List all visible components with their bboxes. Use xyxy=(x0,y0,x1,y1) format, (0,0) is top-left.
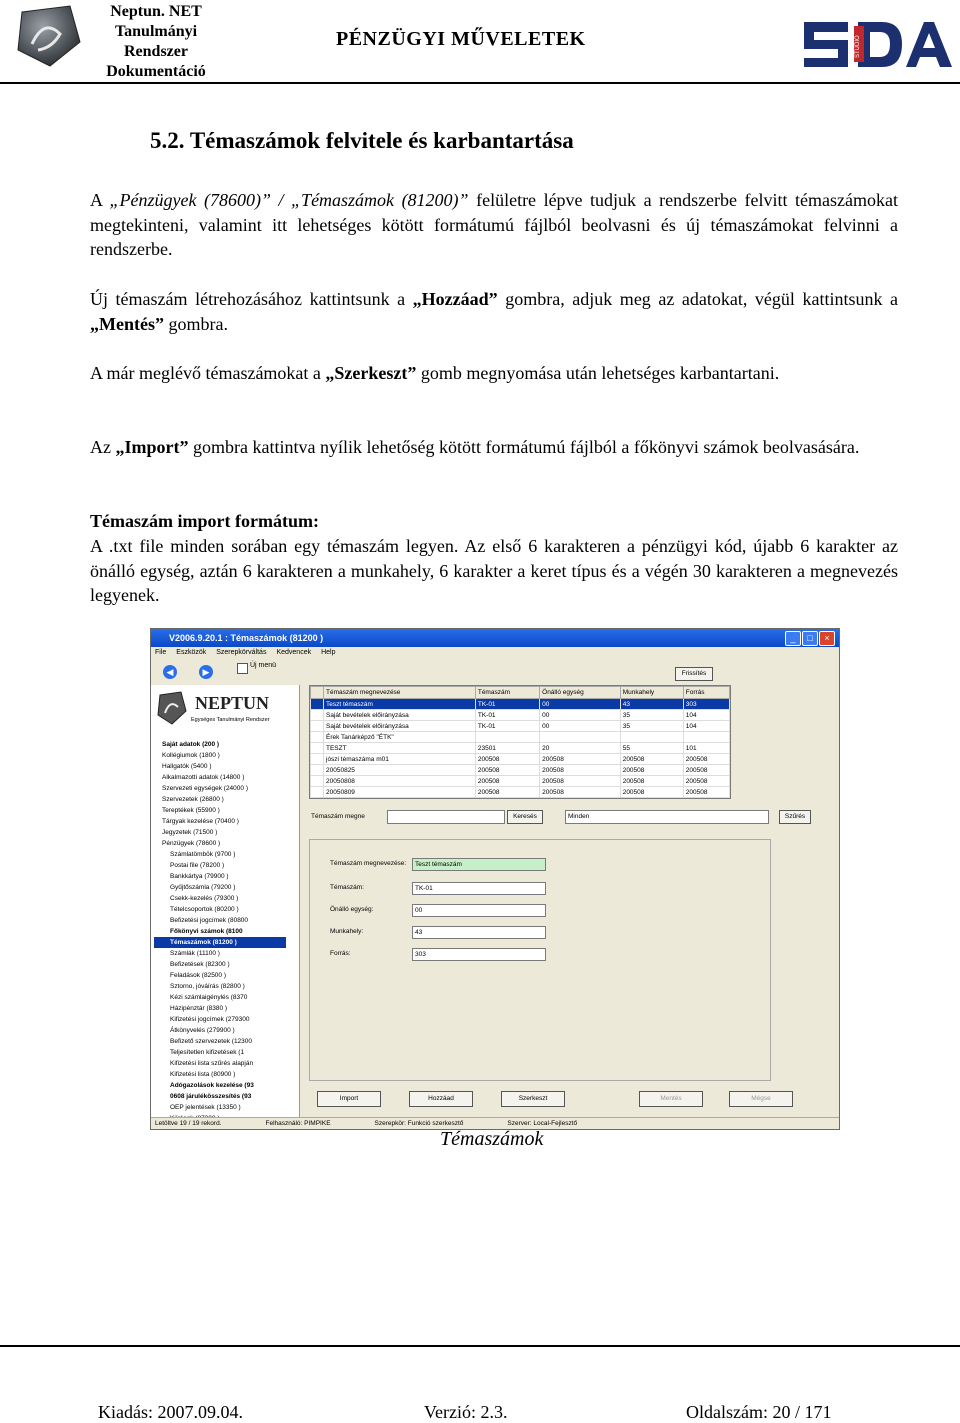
table-cell: 200508 xyxy=(540,754,621,765)
table-cell: Teszt témaszám xyxy=(324,699,476,710)
paragraph-import xyxy=(90,435,898,460)
text-span: gombra, adjuk meg az adatokat, végül kattintsunk a xyxy=(497,289,899,309)
cancel-button[interactable]: Mégse xyxy=(729,1091,793,1107)
tree-item[interactable]: Szervezeti egységek (24000 ) xyxy=(162,785,248,792)
tree-item[interactable]: Pénzügyek (78600 ) xyxy=(162,840,221,847)
menu-role[interactable]: Szerepkörváltás xyxy=(216,649,267,656)
tree-item[interactable]: Kifizetési jogcímek (279300 xyxy=(170,1016,250,1023)
table-cell: Saját bevételek előirányzása xyxy=(324,721,476,732)
tree-item[interactable]: Adógazolások kezelése (93 xyxy=(170,1082,254,1089)
form-label-name: Témaszám megnevezése: xyxy=(330,860,407,867)
sda-logo xyxy=(800,14,956,72)
table-cell: 303 xyxy=(683,699,729,710)
filter-dropdown[interactable] xyxy=(565,810,769,824)
table-cell: TK-01 xyxy=(475,699,539,710)
paragraph-intro xyxy=(90,188,898,262)
row-select-cell[interactable] xyxy=(311,699,324,710)
tree-item[interactable]: Bankkártya (79900 ) xyxy=(170,873,229,880)
header-title: PÉNZÜGYI MŰVELETEK xyxy=(336,28,586,50)
grid-header[interactable]: Témaszám xyxy=(475,687,539,699)
row-select-cell[interactable] xyxy=(311,787,324,798)
table-cell: 55 xyxy=(620,743,683,754)
text-span: felületre lépve tudjuk a rendszerbe felvitt témaszámokat megtekinteni, valamint itt lehetséges kötött formátumú fájlból beolvasni és új témaszámokat felvinni a rendszerbe. xyxy=(90,190,899,259)
bold-save: „Mentés” xyxy=(90,313,164,334)
form-input-code[interactable]: TK-01 xyxy=(412,882,546,895)
grid-header[interactable]: Önálló egység xyxy=(540,687,621,699)
paragraph-edit xyxy=(90,361,898,386)
paragraph-format: A .txt file minden sorában egy témaszám legyen. Az első 6 karakteren a pénzügyi kód, újabb 6 karakter az önálló egység, aztán 6 karakteren a munkahely, 6 karakter a keret típus és a végén 30 karakteren a megnevezés legyenek. xyxy=(90,536,898,605)
row-select-cell[interactable] xyxy=(311,754,324,765)
table-cell: 200508 xyxy=(683,754,729,765)
table-cell: Érek Tanárképző "ÉTK" xyxy=(324,732,476,743)
header-org-line: Dokumentáció xyxy=(106,63,206,80)
table-cell: 00 xyxy=(540,710,621,721)
table-row[interactable] xyxy=(311,776,730,787)
tree-item[interactable]: Főkönyvi számok (8100 xyxy=(170,928,243,935)
table-cell: 20050809 xyxy=(324,787,476,798)
text-span: gombra. xyxy=(163,313,228,334)
minimize-icon[interactable]: _ xyxy=(785,631,801,646)
table-cell: jószi témaszáma m01 xyxy=(324,754,476,765)
tree-item[interactable]: Teljesítetlen kifizetések (1 xyxy=(170,1049,245,1056)
edit-form xyxy=(309,839,771,1081)
table-cell: 20 xyxy=(540,743,621,754)
tree-item[interactable]: Kifizetési lista (80900 ) xyxy=(170,1071,236,1078)
header-org-line: Rendszer xyxy=(124,43,188,60)
header-org xyxy=(96,2,216,82)
grid-header[interactable]: Témaszám megnevezése xyxy=(324,687,476,699)
form-label-code: Témaszám: xyxy=(330,884,364,891)
filter-button[interactable]: Szűrés xyxy=(779,810,811,824)
table-cell: 200508 xyxy=(683,787,729,798)
text-span: Új témaszám létrehozásához kattintsunk a xyxy=(90,289,413,309)
header-org-line: Neptun. NET xyxy=(110,3,202,20)
tree-item[interactable]: Házipénztár (8380 ) xyxy=(170,1005,228,1012)
table-row[interactable] xyxy=(311,710,730,721)
form-label-source: Forrás: xyxy=(330,950,351,957)
table-cell: 35 xyxy=(620,710,683,721)
menu-path: „Pénzügyek (78600)” / „Témaszámok (81200)” xyxy=(109,190,469,210)
table-cell: 200508 xyxy=(620,787,683,798)
status-user: Felhasználó: PIMPIKE xyxy=(265,1120,331,1127)
table-row[interactable] xyxy=(311,743,730,754)
sda-studio-text: STUDIO xyxy=(855,35,861,58)
row-select-cell[interactable] xyxy=(311,765,324,776)
search-button[interactable]: Keresés xyxy=(507,810,543,824)
menu-favorites[interactable]: Kedvencek xyxy=(276,649,312,656)
bold-add: „Hozzáad” xyxy=(412,289,498,309)
status-server: Szerver: Local-Fejlesztő xyxy=(507,1120,578,1127)
text-span: A xyxy=(90,190,110,210)
row-select-cell[interactable] xyxy=(311,732,324,743)
tree-item[interactable]: Sztorno, jóváírás (82800 ) xyxy=(170,983,245,990)
tree-item[interactable]: Kézi számlaigénylés (8370 xyxy=(170,994,248,1001)
import-format-heading: Témaszám import formátum: xyxy=(90,511,319,531)
table-cell: 200508 xyxy=(475,754,539,765)
refresh-button[interactable]: Frissítés xyxy=(675,667,713,681)
tree-item[interactable]: Tételcsoportok (80200 ) xyxy=(170,906,239,913)
neptun-app-logo xyxy=(157,689,291,729)
table-cell: TESZT xyxy=(324,743,476,754)
form-input-workplace[interactable]: 43 xyxy=(412,926,546,939)
right-panel xyxy=(309,659,839,1115)
table-cell: 200508 xyxy=(540,776,621,787)
form-label-workplace: Munkahely: xyxy=(330,928,364,935)
forward-icon[interactable]: ▶ xyxy=(199,665,213,679)
tree-item[interactable]: Befizető szervezetek (12300 xyxy=(170,1038,253,1045)
table-row[interactable] xyxy=(311,765,730,776)
tree-item[interactable]: Hallgatók (5400 ) xyxy=(162,763,212,770)
neptun-app-subtitle: Egységes Tanulmányi Rendszer xyxy=(191,717,270,723)
tree-item[interactable]: Kifizetési lista szűrés alapján xyxy=(170,1060,254,1067)
tree-item[interactable]: Szervezetek (26800 ) xyxy=(162,796,224,803)
table-cell xyxy=(540,732,621,743)
grid-select-header xyxy=(311,687,324,699)
form-input-name[interactable]: Teszt témaszám xyxy=(412,858,546,871)
tree-item[interactable]: Tárgyak kezelése (70400 ) xyxy=(162,818,239,825)
table-cell: 200508 xyxy=(540,765,621,776)
neptun-logo xyxy=(14,4,84,68)
table-cell: 43 xyxy=(620,699,683,710)
text-span: gomb megnyomása után lehetséges karbantartani. xyxy=(416,363,780,383)
app-screenshot xyxy=(150,628,840,1130)
save-button[interactable]: Mentés xyxy=(639,1091,703,1107)
tree-item[interactable]: Kollégiumok (1800 ) xyxy=(162,752,220,759)
menu-help[interactable]: Help xyxy=(321,649,336,656)
tree-item[interactable]: Postai file (78200 ) xyxy=(170,862,225,869)
neptun-app-title: NEPTUN xyxy=(195,693,270,713)
header-org-line: Tanulmányi xyxy=(114,23,198,40)
left-panel xyxy=(151,685,300,1129)
text-span: A már meglévő témaszámokat a xyxy=(90,363,326,383)
maximize-icon[interactable]: □ xyxy=(802,631,818,646)
footer-issue: Kiadás: 2007.09.04. xyxy=(98,1402,243,1422)
table-cell: 200508 xyxy=(475,776,539,787)
tree-item[interactable]: OEP jelentések (13350 ) xyxy=(170,1104,241,1111)
table-cell: TK-01 xyxy=(475,721,539,732)
footer-version: Verzió: 2.3. xyxy=(424,1402,508,1422)
table-row[interactable] xyxy=(311,787,730,798)
tree-item[interactable]: Alkalmazotti adatok (14800 ) xyxy=(162,774,245,781)
text-span: Az xyxy=(90,437,116,457)
table-cell xyxy=(620,732,683,743)
table-cell: 20050825 xyxy=(324,765,476,776)
tree-item[interactable]: Tereptékek (55900 ) xyxy=(162,807,220,814)
form-input-source[interactable]: 303 xyxy=(412,948,546,961)
tree-item[interactable]: Saját adatok (200 ) xyxy=(162,741,220,748)
tree-item[interactable]: Csekk-kezelés (79300 ) xyxy=(170,895,239,902)
nav-toolbar xyxy=(151,659,301,685)
grid-header[interactable]: Forrás xyxy=(683,687,729,699)
row-select-cell[interactable] xyxy=(311,721,324,732)
table-row[interactable] xyxy=(311,754,730,765)
table-cell: 200508 xyxy=(683,776,729,787)
new-menu-checkbox[interactable] xyxy=(237,663,248,674)
table-cell xyxy=(475,732,539,743)
tree-item[interactable]: Jegyzetek (71500 ) xyxy=(162,829,218,836)
text-span: gombra kattintva nyílik lehetőség kötött formátumú fájlból a főkönyvi számok beolvasására. xyxy=(188,437,860,457)
new-menu-label: Új menü xyxy=(250,662,277,669)
table-cell: 200508 xyxy=(683,765,729,776)
row-select-cell[interactable] xyxy=(311,776,324,787)
table-cell: 200508 xyxy=(475,765,539,776)
filter-label: Témaszám megne xyxy=(311,813,365,820)
table-cell xyxy=(683,732,729,743)
tree-item[interactable]: 0608 járulékösszesítés (93 xyxy=(170,1093,252,1100)
filter-row xyxy=(309,809,829,825)
status-records: Letöltve 19 / 19 rekord. xyxy=(155,1120,222,1127)
close-icon[interactable]: × xyxy=(819,631,835,646)
table-cell: 35 xyxy=(620,721,683,732)
navigation-tree xyxy=(154,739,286,1124)
row-select-cell[interactable] xyxy=(311,710,324,721)
tree-item[interactable]: Átkönyvelés (279900 ) xyxy=(170,1027,235,1034)
table-cell: 200508 xyxy=(620,754,683,765)
tree-item[interactable]: Számlatömbök (9700 ) xyxy=(170,851,236,858)
tree-item[interactable]: Feladások (82500 ) xyxy=(170,972,227,979)
import-button[interactable]: Import xyxy=(317,1091,381,1107)
table-cell: 200508 xyxy=(620,776,683,787)
window-title: V2006.9.20.1 : Témaszámok (81200 ) xyxy=(169,633,324,643)
table-cell: 00 xyxy=(540,721,621,732)
table-row[interactable] xyxy=(311,732,730,743)
menu-file[interactable]: File xyxy=(155,649,167,656)
add-button[interactable]: Hozzáad xyxy=(409,1091,473,1107)
back-icon[interactable]: ◀ xyxy=(163,665,177,679)
table-cell: 104 xyxy=(683,721,729,732)
tree-item[interactable]: Számlák (11100 ) xyxy=(170,950,220,957)
table-cell: 200508 xyxy=(620,765,683,776)
table-cell: 101 xyxy=(683,743,729,754)
filter-dropdown-value: Minden xyxy=(568,813,590,820)
table-cell: 20050808 xyxy=(324,776,476,787)
bold-import: „Import” xyxy=(115,437,189,457)
filter-input[interactable] xyxy=(387,810,505,824)
row-select-cell[interactable] xyxy=(311,743,324,754)
data-grid xyxy=(309,685,731,799)
header-rule xyxy=(0,82,960,84)
table-cell: Saját bevételek előirányzása xyxy=(324,710,476,721)
bold-edit: „Szerkeszt” xyxy=(325,363,417,383)
menu-bar xyxy=(151,647,839,659)
footer-rule xyxy=(0,1345,960,1347)
grid-header[interactable]: Munkahely xyxy=(620,687,683,699)
figure-caption: Témaszámok xyxy=(440,1128,544,1150)
window-titlebar xyxy=(151,629,839,647)
footer-page: Oldalszám: 20 / 171 xyxy=(686,1402,832,1422)
paragraph-add xyxy=(90,287,898,336)
form-input-unit[interactable]: 00 xyxy=(412,904,546,917)
table-cell: 23501 xyxy=(475,743,539,754)
table-cell: 200508 xyxy=(475,787,539,798)
table-cell: 200508 xyxy=(540,787,621,798)
table-row[interactable] xyxy=(311,699,730,710)
form-label-unit: Önálló egység: xyxy=(330,906,374,913)
menu-tools[interactable]: Eszközök xyxy=(176,649,207,656)
table-cell: 104 xyxy=(683,710,729,721)
edit-button[interactable]: Szerkeszt xyxy=(501,1091,565,1107)
status-role: Szerepkör: Funkció szerkesztő xyxy=(374,1120,464,1127)
table-cell: 00 xyxy=(540,699,621,710)
tree-item[interactable]: Befizetési jogcímek (80800 xyxy=(170,917,249,924)
section-title: 5.2. Témaszámok felvitele és karbantartása xyxy=(150,128,574,153)
tree-item[interactable]: Befizetések (82300 ) xyxy=(170,961,230,968)
tree-item[interactable]: Gyűjtőszámla (79200 ) xyxy=(170,884,236,891)
button-row xyxy=(309,1091,829,1107)
tree-item[interactable]: Témaszámok (81200 ) xyxy=(154,937,286,948)
table-cell: TK-01 xyxy=(475,710,539,721)
table-row[interactable] xyxy=(311,721,730,732)
